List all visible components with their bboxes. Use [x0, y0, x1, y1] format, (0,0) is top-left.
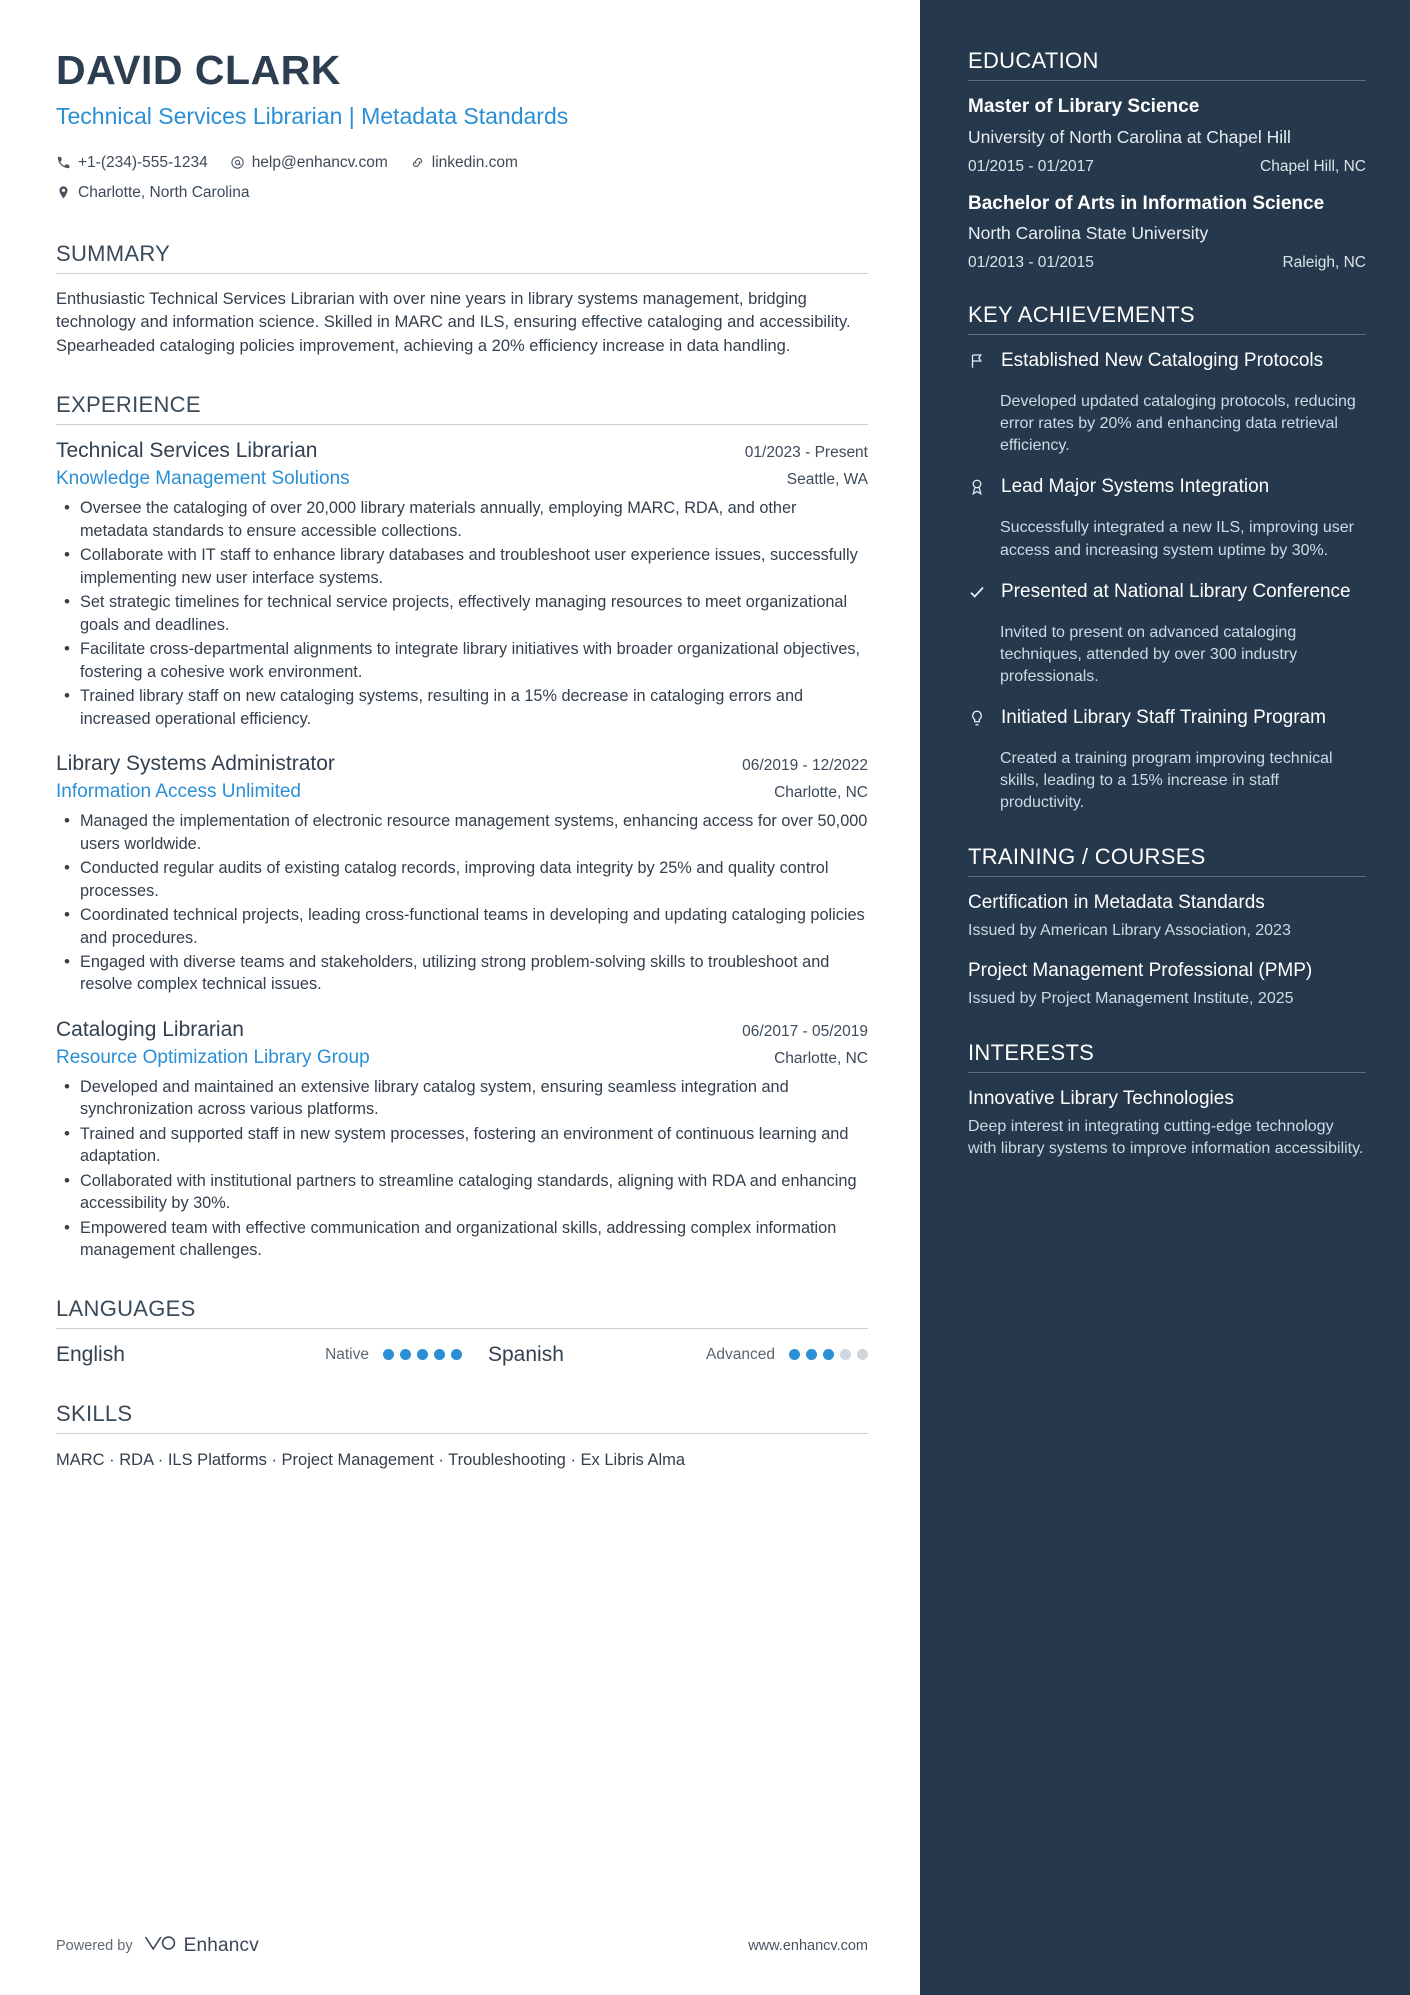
list-item: • Conducted regular audits of existing catalog records, improving data integrity by 25% and quality control processes. [80, 857, 868, 902]
rating-dot [823, 1349, 834, 1360]
phone-icon [56, 155, 71, 170]
achievement-item [968, 349, 1366, 457]
education-school: University of North Carolina at Chapel Hill [968, 126, 1291, 147]
list-item: • Managed the implementation of electronic resource management systems, enhancing access for over 50,000 users worldwide. [80, 810, 868, 855]
list-item: • Empowered team with effective communication and organizational skills, addressing complex information management challenges. [80, 1217, 868, 1262]
list-item: • Collaborated with institutional partners to streamline cataloging standards, aligning with RDA and enhancing accessibility by 30%. [80, 1170, 868, 1215]
experience-item [56, 439, 868, 730]
rating-dot [857, 1349, 868, 1360]
list-item: • Coordinated technical projects, leading cross-functional teams in developing and updating cataloging policies and procedures. [80, 904, 868, 949]
powered-by-label: Powered by [56, 1938, 133, 1954]
list-item: • Set strategic timelines for technical service projects, effectively managing resources to meet organizational goals and deadlines. [80, 591, 868, 636]
course-issuer: Issued by American Library Association, 2023 [968, 921, 1291, 939]
language-item-spanish [462, 1343, 868, 1367]
achievement-title: Initiated Library Staff Training Program [1001, 706, 1326, 728]
achievement-title: Established New Cataloging Protocols [1001, 350, 1324, 372]
education-item [968, 95, 1366, 176]
achievement-item [968, 580, 1366, 688]
job-role: Cataloging Librarian [56, 1017, 244, 1041]
summary-title: SUMMARY [56, 240, 171, 266]
job-bullets [56, 1076, 868, 1262]
rating-dot [451, 1349, 462, 1360]
divider [968, 876, 1366, 877]
course-item [968, 891, 1366, 941]
education-school: North Carolina State University [968, 223, 1209, 244]
rating-dot [434, 1349, 445, 1360]
contact-linkedin [410, 148, 518, 177]
linkedin-value: linkedin.com [431, 154, 518, 172]
rating-dot [840, 1349, 851, 1360]
location-pin-icon [56, 185, 71, 200]
education-degree: Bachelor of Arts in Information Science [968, 192, 1325, 214]
list-item: • Facilitate cross-departmental alignments to integrate library initiatives with broader organizational objectives, fostering a cohesive work environment. [80, 638, 868, 683]
training-title: TRAINING / COURSES [968, 844, 1206, 870]
education-dates: 01/2013 - 01/2015 [968, 254, 1094, 272]
professional-headline: Technical Services Librarian | Metadata Standards [56, 103, 569, 130]
job-bullets [56, 497, 868, 730]
powered-by [56, 1933, 259, 1959]
achievements-section [968, 302, 1366, 814]
list-item: • Trained and supported staff in new system processes, fostering an environment of continuous learning and adaptation. [80, 1123, 868, 1168]
divider [968, 80, 1366, 81]
education-dates: 01/2015 - 01/2017 [968, 157, 1094, 175]
education-degree: Master of Library Science [968, 96, 1200, 117]
enhancv-wordmark: Enhancv [183, 1935, 259, 1956]
interest-name: Innovative Library Technologies [968, 1087, 1234, 1109]
achievement-item [968, 706, 1366, 814]
job-company: Knowledge Management Solutions [56, 468, 350, 490]
divider [56, 424, 868, 425]
achievement-description: Developed updated cataloging protocols, reducing error rates by 20% and enhancing data retrieval efficiency. [1000, 393, 1356, 455]
job-company: Information Access Unlimited [56, 781, 301, 803]
training-section [968, 844, 1366, 1010]
list-item: • Trained library staff on new cataloging systems, resulting in a 15% decrease in cataloging errors and increased operational efficiency. [80, 685, 868, 730]
rating-dot [806, 1349, 817, 1360]
job-location: Charlotte, NC [774, 1049, 868, 1067]
job-company: Resource Optimization Library Group [56, 1046, 370, 1068]
language-rating [789, 1349, 868, 1360]
divider [56, 1328, 868, 1329]
language-rating [383, 1349, 462, 1360]
language-name: English [56, 1342, 125, 1366]
achievement-item [968, 475, 1366, 561]
job-dates: 01/2023 - Present [744, 444, 868, 462]
resume-sidebar [920, 0, 1410, 1995]
rating-dot [789, 1349, 800, 1360]
achievement-title: Lead Major Systems Integration [1001, 476, 1270, 498]
achievements-title: KEY ACHIEVEMENTS [968, 302, 1195, 328]
course-item [968, 959, 1366, 1009]
languages-section [56, 1296, 868, 1367]
achievement-description: Successfully integrated a new ILS, improving user access and increasing system uptime by 30%. [1000, 519, 1354, 559]
education-section [968, 48, 1366, 272]
languages-list [56, 1343, 868, 1367]
education-item [968, 192, 1366, 273]
interests-title: INTERESTS [968, 1039, 1095, 1065]
check-icon [968, 580, 988, 606]
experience-item [56, 752, 868, 996]
lightbulb-icon [968, 706, 988, 732]
job-dates: 06/2019 - 12/2022 [742, 757, 868, 775]
language-name: Spanish [488, 1342, 564, 1366]
job-role: Technical Services Librarian [56, 439, 318, 463]
ribbon-icon [968, 475, 988, 501]
course-name: Project Management Professional (PMP) [968, 960, 1313, 982]
list-item: • Oversee the cataloging of over 20,000 library materials annually, employing MARC, RDA, and other metadata standards to ensure accessible collections. [80, 497, 868, 542]
divider [968, 334, 1366, 335]
language-level: Native [325, 1345, 369, 1363]
enhancv-logo [143, 1933, 259, 1959]
interest-description: Deep interest in integrating cutting-edge technology with library systems to improve information accessibility. [968, 1117, 1364, 1157]
summary-text: Enthusiastic Technical Services Librarian with over nine years in library systems management, bridging technology and information science. Skilled in MARC and ILS, ensuring effective cataloging and accessibility. Spearheaded cataloging policies improvement, achieving a 20% efficiency increase in data handling. [56, 289, 851, 355]
footer-url: www.enhancv.com [748, 1938, 868, 1954]
list-item: • Engaged with diverse teams and stakeholders, utilizing strong problem-solving skills to troubleshoot and resolve complex technical issues. [80, 951, 868, 996]
page-footer [56, 1933, 868, 1959]
education-title: EDUCATION [968, 48, 1099, 73]
skills-section [56, 1401, 868, 1473]
education-location: Raleigh, NC [1282, 254, 1366, 272]
divider [968, 1072, 1366, 1073]
divider [56, 273, 868, 274]
list-item: • Collaborate with IT staff to enhance library databases and troubleshoot user experience issues, successfully implementing new user interface systems. [80, 544, 868, 589]
list-item: • Developed and maintained an extensive library catalog system, ensuring seamless integration and synchronization across various platforms. [80, 1076, 868, 1121]
language-item-english [56, 1343, 462, 1367]
education-location: Chapel Hill, NC [1260, 157, 1366, 175]
interests-section [968, 1040, 1366, 1160]
contact-phone [56, 148, 208, 177]
enhancv-mark-icon [143, 1933, 177, 1959]
divider [56, 1433, 868, 1434]
email-value: help@enhancv.com [251, 154, 388, 172]
course-name: Certification in Metadata Standards [968, 892, 1265, 914]
job-location: Seattle, WA [786, 471, 868, 489]
job-role: Library Systems Administrator [56, 752, 335, 776]
interest-item [968, 1087, 1366, 1160]
achievement-description: Created a training program improving technical skills, leading to a 15% increase in staff productivity. [1000, 749, 1333, 812]
experience-section [56, 392, 868, 1262]
achievement-description: Invited to present on advanced cataloging techniques, attended by over 300 industry professionals. [1000, 623, 1298, 685]
rating-dot [417, 1349, 428, 1360]
experience-title: EXPERIENCE [56, 392, 201, 418]
rating-dot [400, 1349, 411, 1360]
flag-icon [968, 349, 988, 375]
job-bullets [56, 810, 868, 996]
phone-value: +1-(234)-555-1234 [78, 154, 208, 172]
contact-email [230, 148, 388, 177]
languages-title: LANGUAGES [56, 1295, 196, 1321]
at-icon [230, 155, 245, 170]
skills-list: MARC · RDA · ILS Platforms · Project Management · Troubleshooting · Ex Libris Alma [56, 1450, 686, 1469]
job-dates: 06/2017 - 05/2019 [742, 1022, 868, 1040]
language-level: Advanced [706, 1345, 775, 1363]
rating-dot [383, 1349, 394, 1360]
achievement-title: Presented at National Library Conference [1001, 580, 1351, 602]
skills-title: SKILLS [56, 1400, 133, 1426]
page-title: DAVID CLARK [56, 47, 341, 93]
contact-location [56, 178, 249, 207]
location-value: Charlotte, North Carolina [78, 183, 250, 201]
link-icon [410, 155, 425, 170]
summary-section [56, 241, 868, 358]
course-issuer: Issued by Project Management Institute, 2025 [968, 990, 1294, 1008]
contact-details [56, 148, 868, 207]
experience-item [56, 1018, 868, 1262]
job-location: Charlotte, NC [774, 784, 868, 802]
